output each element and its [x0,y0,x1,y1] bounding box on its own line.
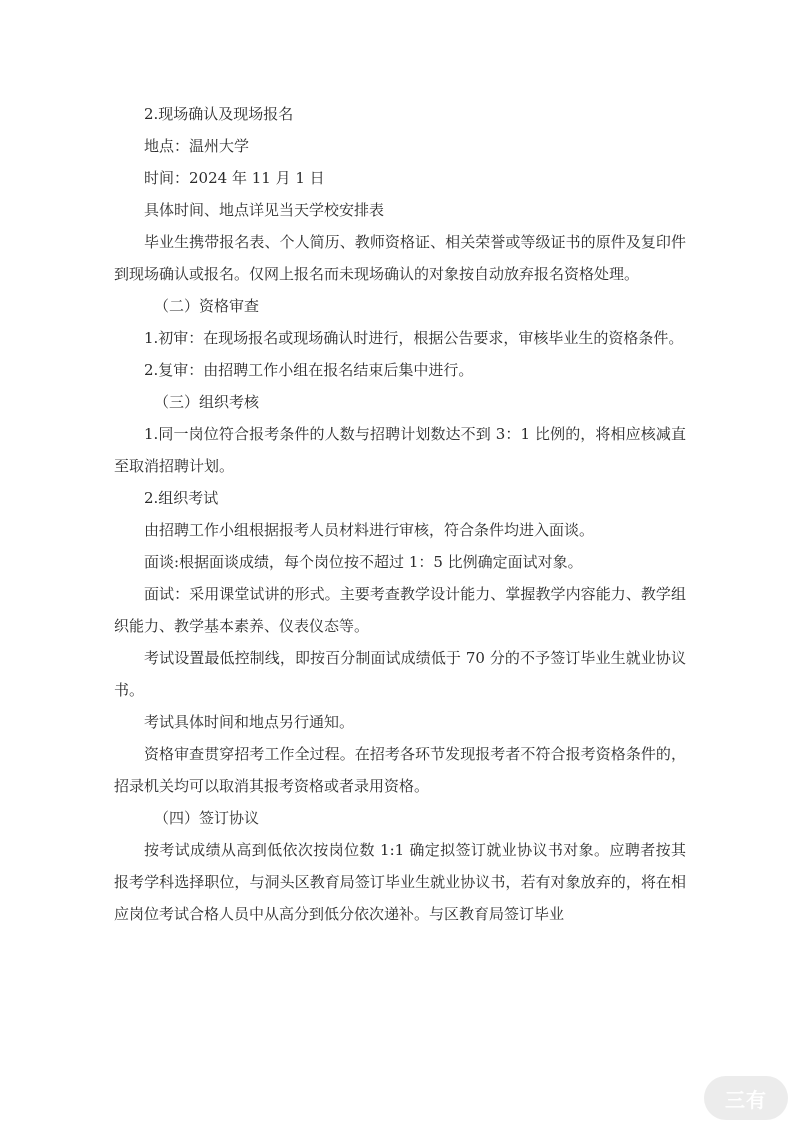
paragraph: 1.同一岗位符合报考条件的人数与招聘计划数达不到 3：1 比例的，将相应核减直至取消招聘计划。 [114,425,686,475]
paragraph: 2.组织考试 [144,489,219,507]
section-heading: （二）资格审查 [154,297,260,315]
paragraph: 面谈:根据面谈成绩，每个岗位按不超过 1：5 比例确定面试对象。 [144,553,583,571]
paragraph: 按考试成绩从高到低依次按岗位数 1:1 确定拟签订就业协议书对象。应聘者按其报考学科选择职位，与洞头区教育局签订毕业生就业协议书，若有对象放弃的，将在相应岗位考试合格人员中从高分到低分依次递补。与区教育局签订毕业 [114,841,686,923]
paragraph: 毕业生携带报名表、个人简历、教师资格证、相关荣誉或等级证书的原件及复印件到现场确认或报名。仅网上报名而未现场确认的对象按自动放弃报名资格处理。 [114,233,686,283]
paragraph: 考试具体时间和地点另行通知。 [144,713,355,731]
document-body [114,98,686,930]
paragraph: 2.现场确认及现场报名 [144,105,294,123]
paragraph: 由招聘工作小组根据报考人员材料进行审核，符合条件均进入面谈。 [144,521,595,539]
watermark-logo: 三有 [704,1076,788,1120]
paragraph: 面试：采用课堂试讲的形式。主要考查教学设计能力、掌握教学内容能力、教学组织能力、教学基本素养、仪表仪态等。 [114,585,686,635]
paragraph: 2.复审：由招聘工作小组在报名结束后集中进行。 [144,361,474,379]
paragraph: 地点：温州大学 [144,137,250,155]
section-heading: （四）签订协议 [154,809,260,827]
section-heading: （三）组织考核 [154,393,260,411]
paragraph: 时间：2024 年 11 月 1 日 [144,169,325,187]
paragraph: 具体时间、地点详见当天学校安排表 [144,201,385,219]
paragraph: 资格审查贯穿招考工作全过程。在招考各环节发现报考者不符合报考资格条件的，招录机关均可以取消其报考资格或者录用资格。 [114,745,686,795]
paragraph: 1.初审：在现场报名或现场确认时进行，根据公告要求，审核毕业生的资格条件。 [144,329,684,347]
paragraph: 考试设置最低控制线，即按百分制面试成绩低于 70 分的不予签订毕业生就业协议书。 [114,649,686,699]
